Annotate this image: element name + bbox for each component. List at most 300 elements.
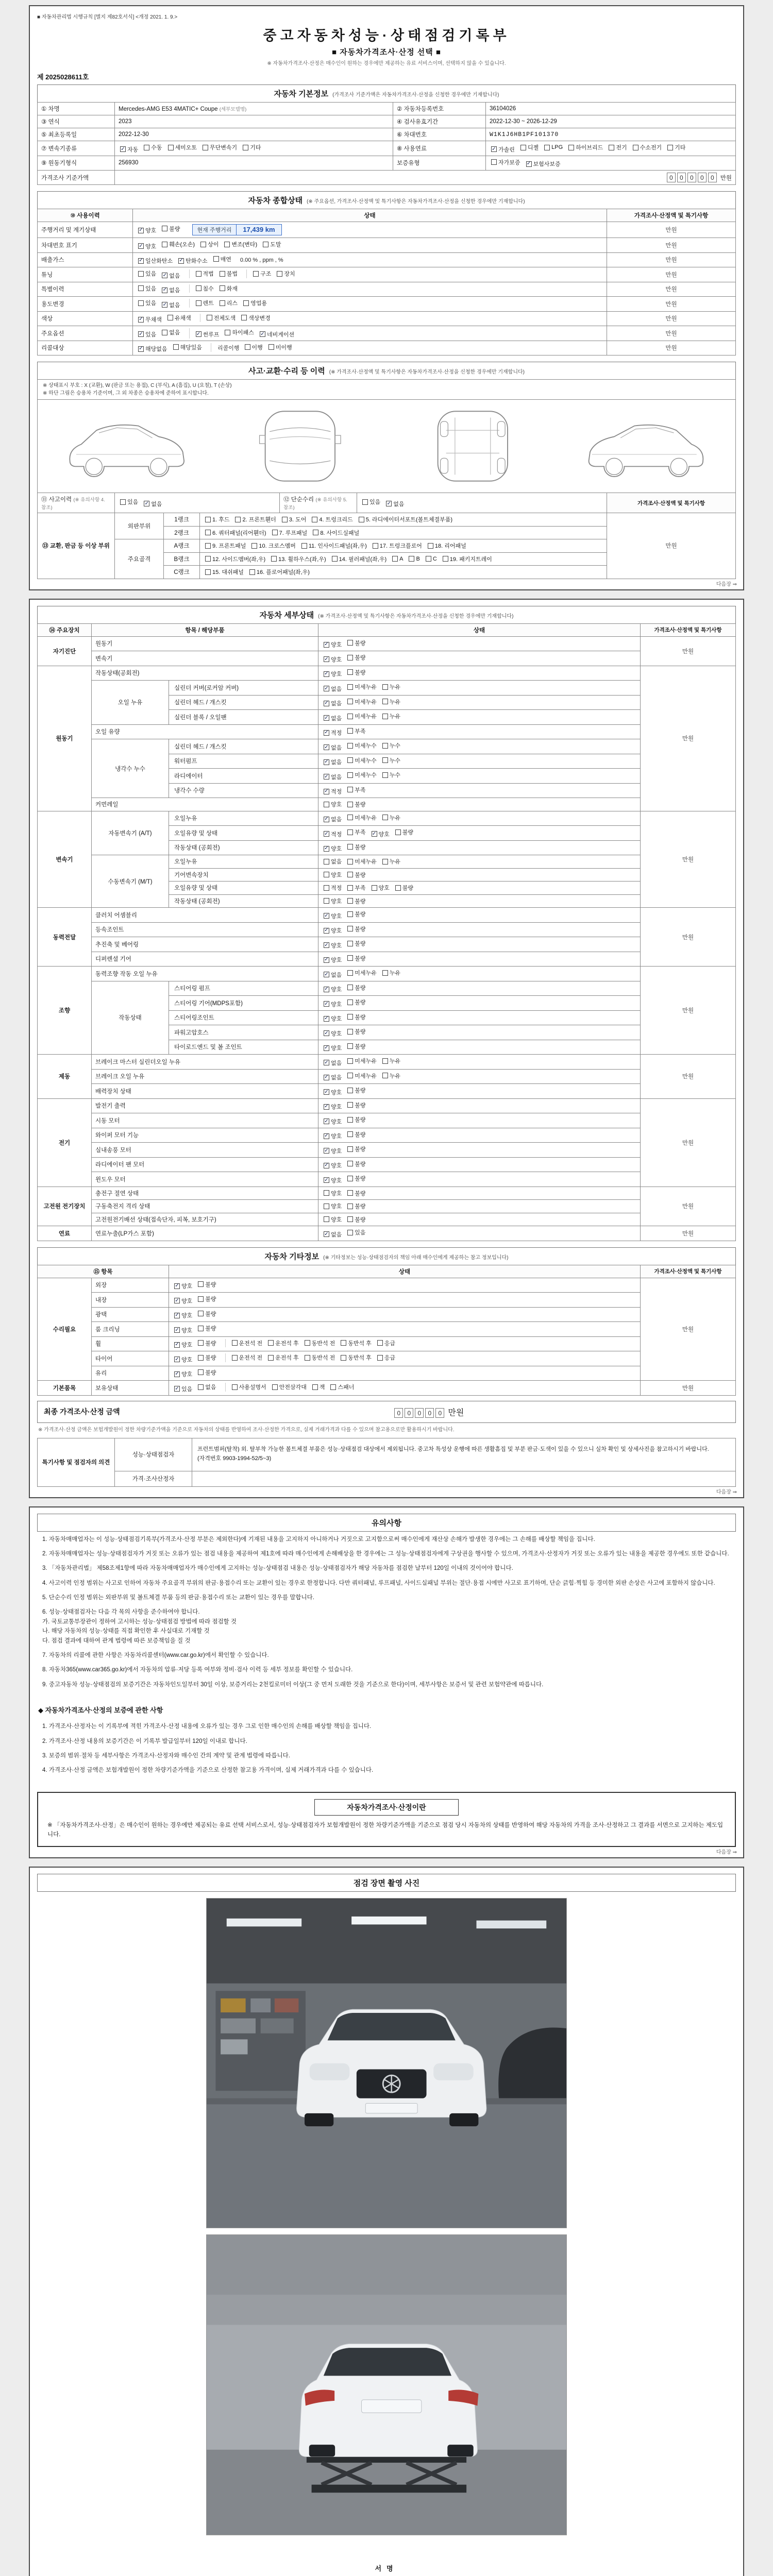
table-row [38, 967, 736, 981]
tbody [38, 623, 736, 1241]
checkbox-없음[interactable] [324, 971, 342, 979]
checkbox-미세누유[interactable] [347, 814, 377, 822]
th: 상태 [169, 1265, 641, 1278]
checkbox-8. 사이드실패널[interactable] [313, 529, 359, 537]
checkbox-19. 패키지트레이[interactable] [443, 555, 492, 563]
checkbox-양호[interactable] [174, 1355, 192, 1364]
checkbox-보험사보증[interactable] [526, 160, 561, 168]
span-grp [138, 314, 197, 324]
unchecked-box-icon [377, 1355, 383, 1361]
checkbox-양호[interactable] [324, 670, 342, 678]
checkbox-있음[interactable] [138, 269, 156, 278]
checkbox-구조[interactable] [253, 269, 271, 278]
checkbox-미세누수[interactable] [347, 771, 377, 779]
checkbox-label: 하이패스 [232, 330, 254, 336]
checkbox-썬루프[interactable] [196, 330, 220, 338]
checkbox-누수[interactable] [382, 771, 400, 779]
checkbox-불량[interactable] [347, 897, 365, 905]
checkbox-양호[interactable] [174, 1297, 192, 1305]
checkbox-10. 크로스멤버[interactable] [251, 541, 295, 550]
checkbox-없음[interactable] [162, 328, 180, 336]
checkbox-양호[interactable] [372, 830, 390, 838]
td-pr: 만원 [607, 326, 736, 341]
checkbox-유채색[interactable] [167, 314, 191, 322]
checkbox-동반석 전[interactable] [305, 1353, 335, 1362]
rect [498, 458, 506, 473]
checkbox-불법[interactable] [220, 269, 238, 278]
td-it: 오일 누유 [92, 681, 169, 725]
unchecked-box-icon [235, 517, 241, 522]
table-row [38, 341, 736, 355]
checkbox-동반석 후[interactable] [341, 1353, 372, 1362]
checkbox-리스[interactable] [220, 299, 238, 307]
span-grp [138, 255, 237, 265]
checkbox-누유[interactable] [382, 698, 400, 706]
td-it: 수동변속기 (M/T) [92, 855, 169, 908]
td-lb: 원동기 [92, 636, 318, 651]
checked-box-icon: ✓ [175, 1371, 179, 1377]
checkbox-양호[interactable] [174, 1311, 192, 1319]
checkbox-수소전기[interactable] [633, 143, 662, 151]
checkbox-양호[interactable] [324, 800, 342, 808]
checkbox-매연[interactable] [213, 255, 231, 263]
checkbox-부족[interactable] [347, 786, 365, 794]
unchecked-box-icon [395, 885, 401, 891]
checkbox-양호[interactable] [324, 1132, 342, 1140]
checkbox-label: 세미오토 [175, 145, 197, 151]
checkbox-수동[interactable] [144, 143, 162, 151]
checkbox-없음[interactable] [324, 857, 342, 866]
checkbox-부족[interactable] [347, 727, 365, 735]
checkbox-세미오토[interactable] [168, 143, 197, 151]
checkbox-양호[interactable] [324, 1088, 342, 1096]
checkbox-불량[interactable] [198, 1368, 216, 1377]
rect [221, 2018, 256, 2033]
checkbox-양호[interactable] [174, 1326, 192, 1334]
checkbox-누유[interactable] [382, 857, 400, 866]
unchecked-box-icon [268, 1355, 274, 1361]
checkbox-누수[interactable] [382, 756, 400, 765]
checkbox-불량[interactable] [347, 1013, 365, 1021]
checkbox-불량[interactable] [347, 639, 365, 647]
checkbox-기타[interactable] [667, 143, 685, 151]
checkbox-누유[interactable] [382, 814, 400, 822]
checkbox-불량[interactable] [347, 1101, 365, 1109]
td-st [200, 513, 607, 527]
checkbox-양호[interactable] [324, 1000, 342, 1008]
checkbox-1. 후드[interactable] [205, 515, 229, 523]
checkbox-14. 필러패널(좌,우)[interactable] [332, 555, 387, 563]
td-st [318, 1143, 641, 1158]
checkbox-없음[interactable] [162, 286, 180, 294]
notice-line: 8. 자동차365(www.car365.go.kr)에서 자동차의 압류·저당 등록 여부와 정비·검사 이력 등 세부 정보를 확인할 수 있습니다. [42, 1667, 353, 1673]
unchecked-box-icon [324, 872, 329, 877]
notice-line: 5. 단순수리 인정 범위는 외판부위 및 볼트체결 부품 등의 판금·용접수리 또는 교환이 있는 경우를 말합니다. [42, 1595, 314, 1601]
checkbox-하이브리드[interactable] [568, 143, 603, 151]
table-row [38, 252, 736, 267]
td-st [133, 267, 607, 282]
checkbox-해당없음[interactable] [138, 345, 167, 353]
checkbox-label: 양호 [331, 1204, 342, 1210]
checkbox-미이행[interactable] [268, 343, 292, 351]
checkbox-불량[interactable] [347, 1115, 365, 1124]
checkbox-없음[interactable] [324, 758, 342, 766]
checkbox-적정[interactable] [324, 728, 342, 737]
checkbox-18. 리어패널[interactable] [428, 541, 466, 550]
checkbox-적정[interactable] [324, 884, 342, 892]
checkbox-label: 불량 [402, 885, 414, 891]
checkbox-양호[interactable] [324, 871, 342, 879]
checkbox-탄화수소[interactable] [178, 257, 208, 265]
checkbox-양호[interactable] [324, 1103, 342, 1111]
checkbox-사용설명서[interactable] [232, 1383, 266, 1391]
table-row [38, 1128, 736, 1143]
checkbox-label: 이행 [251, 344, 263, 351]
checkbox-가솔린[interactable] [491, 145, 515, 154]
checkbox-색상변경[interactable] [241, 314, 271, 322]
table-row [38, 651, 736, 666]
checkbox-양호[interactable] [324, 897, 342, 905]
checkbox-5. 라디에이터서포트(볼트체결부품)[interactable] [359, 515, 452, 523]
checkbox-도말[interactable] [263, 240, 281, 248]
checkbox-불량[interactable] [347, 954, 365, 962]
checkbox-불량[interactable] [347, 800, 365, 808]
checkbox-양호[interactable] [324, 1176, 342, 1184]
checkbox-15. 대쉬패널[interactable] [205, 568, 244, 576]
checkbox-불량[interactable] [347, 925, 365, 933]
checkbox-하이패스[interactable] [225, 328, 254, 336]
unchecked-box-icon [347, 999, 353, 1005]
checkbox-적정[interactable] [324, 787, 342, 795]
checkbox-이행[interactable] [245, 343, 263, 351]
checkbox-없음[interactable] [144, 500, 162, 508]
rect [498, 421, 506, 437]
checkbox-없음[interactable] [324, 714, 342, 722]
td-pt: 작동상태 (공회전) [169, 840, 318, 855]
rect [207, 2235, 566, 2295]
checkbox-없음[interactable] [162, 301, 180, 309]
checkbox-미세누유[interactable] [347, 857, 377, 866]
checkbox-운전석 후[interactable] [268, 1339, 299, 1347]
checkbox-불량[interactable] [347, 668, 365, 676]
checkbox-불량[interactable] [395, 828, 413, 836]
checkbox-양호[interactable] [174, 1282, 192, 1290]
unchecked-box-icon [205, 530, 211, 535]
checkbox-불량[interactable] [347, 1174, 365, 1182]
checkbox-label: 불량 [355, 985, 366, 991]
checkbox-부족[interactable] [347, 828, 365, 836]
checkbox-불량[interactable] [198, 1295, 216, 1303]
span: 자동차 기본정보 [274, 90, 329, 98]
checkbox-적법[interactable] [196, 269, 214, 278]
checkbox-11. 인사이드패널(좌,우)[interactable] [301, 541, 367, 550]
checkbox-label: 불량 [355, 1014, 366, 1021]
checkbox-label: 없음 [331, 701, 342, 707]
span-grp [174, 1383, 222, 1393]
checkbox-없음[interactable] [198, 1383, 216, 1391]
checkbox-운전석 전[interactable] [232, 1353, 263, 1362]
td-pt: 오일누유 [169, 811, 318, 826]
checkbox-장치[interactable] [277, 269, 295, 278]
guarantee-section-title: ◆ 자동차가격조사·산정의 보증에 관한 사항 [38, 1706, 163, 1715]
unchecked-box-icon [568, 145, 574, 150]
checkbox-해당있음[interactable] [173, 343, 203, 351]
span-grp [138, 269, 186, 280]
checkbox-불량[interactable] [347, 1145, 365, 1153]
checkbox-잭[interactable] [312, 1383, 325, 1391]
checkbox-일산화탄소[interactable] [138, 257, 173, 265]
checkbox-미세누유[interactable] [347, 683, 377, 691]
checkbox-label: 누유 [389, 859, 401, 865]
checkbox-침수[interactable] [196, 284, 214, 293]
checkbox-누유[interactable] [382, 1072, 400, 1080]
checkbox-스패너[interactable] [330, 1383, 354, 1391]
checkbox-양호[interactable] [174, 1370, 192, 1378]
checkbox-양호[interactable] [138, 242, 156, 250]
checkbox-없음[interactable] [324, 743, 342, 752]
td-lb: 등속조인트 [92, 922, 318, 937]
checkbox-불량[interactable] [347, 1042, 365, 1050]
checkbox-누수[interactable] [382, 741, 400, 750]
checkbox-누유[interactable] [382, 712, 400, 720]
checkbox-있음[interactable] [138, 299, 156, 307]
checkbox-양호[interactable] [324, 956, 342, 964]
checkbox-없음[interactable] [324, 773, 342, 781]
checked-box-icon: ✓ [324, 1231, 329, 1237]
checkbox-없음[interactable] [324, 1230, 342, 1239]
checkbox-label: 영업용 [250, 300, 267, 307]
td-pr: 만원 [641, 1055, 736, 1099]
checkbox-불량[interactable] [347, 653, 365, 662]
unchecked-box-icon [347, 1161, 353, 1166]
checkbox-운전석 후[interactable] [268, 1353, 299, 1362]
checkbox-label: 양호 [331, 671, 342, 677]
checkbox-불량[interactable] [198, 1324, 216, 1332]
td-g: 동력전달 [38, 908, 92, 967]
tbody [38, 103, 736, 185]
td-pt: 작동상태 (공회전) [169, 894, 318, 908]
doc-subnote: ※ 자동차가격조사·산정은 매수인이 원하는 경우에만 제공하는 유료 서비스이며, 선택하지 않을 수 있습니다. [267, 61, 506, 66]
checkbox-미세누수[interactable] [347, 756, 377, 765]
checkbox-불량[interactable] [347, 939, 365, 947]
checkbox-불량[interactable] [162, 225, 180, 233]
checkbox-불량[interactable] [347, 843, 365, 851]
checkbox-응급[interactable] [377, 1339, 395, 1347]
checkbox-C[interactable] [426, 556, 437, 562]
checkbox-불량[interactable] [347, 1130, 365, 1139]
about-appraisal-text: ※ 「자동차가격조사·산정」은 매수인이 원하는 경우에만 제공되는 유료 선택 서비스로서, 성능·상태점검자가 보험개발원이 정한 차량기준가액을 기준으로 점검 당시 자동차의 상태를 반영하여 해당 자동차의 가격을 조사·산정하고 그 결과를 서면으로 고지하는 제도입니다. [47, 1822, 724, 1838]
checkbox-미세누유[interactable] [347, 1057, 377, 1065]
checkbox-16. 플로어패널(좌,우)[interactable] [249, 568, 310, 576]
transmission-checks [115, 141, 393, 156]
checkbox-불량[interactable] [347, 1215, 365, 1224]
checked-box-icon: ✓ [324, 744, 329, 750]
checked-box-icon: ✓ [324, 1177, 329, 1183]
checkbox-불량[interactable] [198, 1280, 216, 1289]
table-row [38, 115, 736, 128]
checkbox-불량[interactable] [198, 1353, 216, 1362]
checkbox-label: 불량 [205, 1326, 216, 1332]
checkbox-네비게이션[interactable] [260, 330, 294, 338]
checkbox-불량[interactable] [347, 984, 365, 992]
checkbox-양호[interactable] [324, 1189, 342, 1197]
td-st [318, 651, 641, 666]
checkbox-누유[interactable] [382, 683, 400, 691]
td-st [318, 908, 641, 923]
checkbox-전체도색[interactable] [207, 314, 236, 322]
checkbox-적정[interactable] [324, 830, 342, 838]
checkbox-변조(변타)[interactable] [224, 240, 257, 248]
checkbox-label: 화재 [226, 285, 238, 292]
checkbox-양호[interactable] [324, 1014, 342, 1023]
etc-info-table [37, 1265, 736, 1396]
tbody [38, 1438, 736, 1486]
checkbox-전기[interactable] [609, 143, 627, 151]
td-st [318, 1069, 641, 1084]
checkbox-없음[interactable] [162, 272, 180, 280]
checkbox-양호[interactable] [324, 1029, 342, 1038]
checkbox-자가보증[interactable] [491, 158, 520, 166]
checkbox-양호[interactable] [324, 1161, 342, 1170]
checkbox-없음[interactable] [324, 1059, 342, 1067]
checkbox-미세누수[interactable] [347, 741, 377, 750]
checkbox-없음[interactable] [324, 1073, 342, 1081]
checkbox-있음[interactable] [138, 330, 156, 338]
checkbox-양호[interactable] [324, 655, 342, 664]
td-pr: 만원 [641, 666, 736, 811]
checkbox-미세누유[interactable] [347, 1072, 377, 1080]
checkbox-label: 불량 [355, 1131, 366, 1138]
checkbox-양호[interactable] [324, 640, 342, 649]
checkbox-무단변속기[interactable] [203, 143, 237, 151]
checkbox-미세누유[interactable] [347, 698, 377, 706]
checkbox-B[interactable] [409, 556, 419, 562]
td-st [318, 868, 641, 882]
td-vl: 2022-12-30 [115, 128, 393, 141]
checkbox-양호[interactable] [324, 1147, 342, 1155]
checkbox-label: LPG [551, 144, 563, 150]
td-pt: 오일유량 및 상태 [169, 826, 318, 841]
checkbox-label: 양호 [331, 913, 342, 920]
checkbox-동반석 후[interactable] [341, 1339, 372, 1347]
checkbox-자동[interactable] [120, 145, 138, 154]
checkbox-A[interactable] [392, 556, 403, 562]
checkbox-운전석 전[interactable] [232, 1339, 263, 1347]
checkbox-13. 휠하우스(좌,우)[interactable] [271, 555, 326, 563]
checkbox-12. 사이드멤버(좌,우)[interactable] [205, 555, 265, 563]
checkbox-label: 19. 패키지트레이 [449, 556, 492, 563]
checkbox-상이[interactable] [200, 240, 219, 248]
checkbox-양호[interactable] [324, 1117, 342, 1126]
checkbox-불량[interactable] [347, 1027, 365, 1036]
checkbox-있음[interactable] [347, 1228, 365, 1236]
checkbox-없음[interactable] [386, 500, 404, 508]
checkbox-있음[interactable] [120, 498, 138, 506]
checkbox-4. 트렁크리드[interactable] [312, 515, 352, 523]
checked-box-icon: ✓ [324, 1001, 329, 1007]
checkbox-불량[interactable] [347, 1160, 365, 1168]
checkbox-양호[interactable] [324, 1215, 342, 1224]
checkbox-3. 도어[interactable] [282, 515, 306, 523]
checkbox-6. 쿼터패널(리어휀더)[interactable] [205, 529, 266, 537]
checkbox-7. 루프패널[interactable] [272, 529, 308, 537]
checkbox-17. 트렁크플로어[interactable] [373, 541, 422, 550]
checkbox-양호[interactable] [174, 1341, 192, 1349]
checkbox-양호[interactable] [372, 884, 390, 892]
checkbox-9. 프론트패널[interactable] [205, 541, 246, 550]
checkbox-있음[interactable] [138, 284, 156, 293]
checkbox-불량[interactable] [347, 998, 365, 1006]
checkbox-무채색[interactable] [138, 315, 162, 324]
checkbox-양호[interactable] [324, 985, 342, 993]
notice-line: 2. 가격조사·산정 내용의 보증기간은 이 기록부 발급일부터 120일 이내로 합니다. [42, 1738, 247, 1744]
checkbox-불량[interactable] [347, 1189, 365, 1197]
checkbox-양호[interactable] [324, 912, 342, 920]
checkbox-영업용[interactable] [243, 299, 267, 307]
checkbox-디젤[interactable] [520, 143, 539, 151]
checkbox-양호[interactable] [324, 1202, 342, 1210]
unchecked-box-icon [198, 1326, 204, 1331]
checkbox-미세누유[interactable] [347, 969, 377, 977]
unchecked-box-icon [224, 242, 230, 247]
checkbox-없음[interactable] [324, 699, 342, 707]
checkbox-불량[interactable] [347, 1086, 365, 1094]
checkbox-2. 프론트휀더[interactable] [235, 515, 276, 523]
checkbox-없음[interactable] [324, 685, 342, 693]
table-row [38, 297, 736, 312]
checkbox-미세누유[interactable] [347, 712, 377, 720]
checkbox-누유[interactable] [382, 969, 400, 977]
td-lb: ⑥ 차대번호 [393, 128, 486, 141]
checkbox-양호[interactable] [324, 926, 342, 935]
checkbox-양호[interactable] [324, 1044, 342, 1052]
td-vl: 2023 [115, 115, 393, 128]
checkbox-누유[interactable] [382, 1057, 400, 1065]
checkbox-불량[interactable] [347, 910, 365, 918]
checkbox-안전삼각대[interactable] [272, 1383, 307, 1391]
checkbox-LPG[interactable] [544, 144, 563, 150]
checkbox-렌트[interactable] [196, 299, 214, 307]
checkbox-화재[interactable] [220, 284, 238, 293]
checkbox-양호[interactable] [324, 844, 342, 853]
checkbox-응급[interactable] [377, 1353, 395, 1362]
checkbox-불량[interactable] [347, 871, 365, 879]
checkbox-있음[interactable] [362, 498, 380, 506]
checkbox-label: 양호 [331, 1177, 342, 1184]
td-g: 자기진단 [38, 636, 92, 666]
rect [259, 435, 265, 444]
checkbox-부족[interactable] [347, 884, 365, 892]
checkbox-없음[interactable] [324, 815, 342, 823]
checkbox-있음[interactable] [174, 1385, 192, 1393]
checkbox-불량[interactable] [198, 1310, 216, 1318]
checkbox-동반석 전[interactable] [305, 1339, 335, 1347]
checkbox-불량[interactable] [395, 884, 413, 892]
td-pt: 워터펌프 [169, 754, 318, 769]
next-page-marker: 다음장 ⇒ [716, 1849, 737, 1855]
checkbox-양호[interactable] [138, 226, 156, 234]
unchecked-box-icon [347, 1029, 353, 1035]
unchecked-box-icon [324, 898, 329, 904]
checkbox-기타[interactable] [243, 143, 261, 151]
unchecked-box-icon [324, 1216, 329, 1222]
checkbox-불량[interactable] [198, 1339, 216, 1347]
price-digit-box: 0 [415, 1408, 424, 1418]
checkbox-불량[interactable] [347, 1202, 365, 1210]
checkbox-양호[interactable] [324, 941, 342, 950]
checkbox-훼손(오손)[interactable] [162, 240, 195, 248]
checkbox-label: 자동 [127, 146, 139, 153]
